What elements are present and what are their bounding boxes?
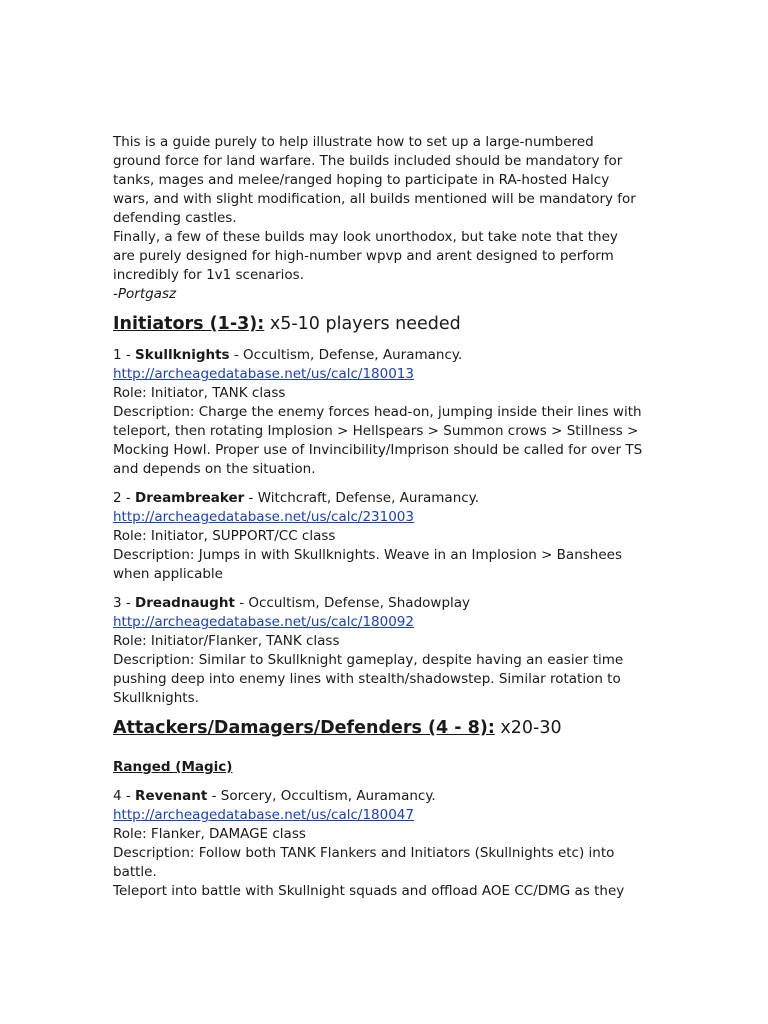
build-description-line: Description: Jumps in with Skullknights. Weave in an Implosion > Banshees (113, 547, 622, 563)
build-description-line: Teleport into battle with Skullnight squads and offload AOE CC/DMG as they (113, 883, 625, 899)
build-skills: - Witchcraft, Defense, Auramancy. (244, 490, 480, 506)
build-description-line: Description: Similar to Skullknight gameplay, despite having an easier time (113, 652, 624, 668)
build-role: Role: Initiator, SUPPORT/CC class (113, 528, 336, 544)
build-number: 4 - (113, 788, 136, 804)
subsection-heading-ranged-magic: Ranged (Magic) (113, 759, 233, 775)
build-number: 2 - (113, 490, 136, 506)
build-calc-link[interactable]: http://archeagedatabase.net/us/calc/231003 (113, 509, 414, 525)
intro-line: ground force for land warfare. The builds included should be mandatory for (113, 153, 623, 169)
build-description-line: Mocking Howl. Proper use of Invincibility/Imprison should be called for over TS (113, 442, 643, 458)
section-player-count: x5-10 players needed (264, 314, 461, 334)
section-heading-initiators (113, 312, 673, 336)
intro-line: defending castles. (113, 210, 237, 226)
build-number: 1 - (113, 347, 136, 363)
build-name: Dreadnaught (135, 595, 235, 611)
intro-line: Finally, a few of these builds may look unorthodox, but take note that they (113, 229, 618, 245)
intro-line: This is a guide purely to help illustrate how to set up a large-numbered (113, 134, 594, 150)
document-page (113, 133, 673, 901)
build-name: Skullknights (135, 347, 230, 363)
build-skills: - Sorcery, Occultism, Auramancy. (207, 788, 436, 804)
section-title: Initiators (1-3): (113, 314, 265, 334)
build-description-line: and depends on the situation. (113, 461, 316, 477)
build-skills: - Occultism, Defense, Shadowplay (234, 595, 471, 611)
build-name: Revenant (135, 788, 208, 804)
build-skills: - Occultism, Defense, Auramancy. (229, 347, 463, 363)
section-player-count: x20-30 (494, 718, 562, 738)
build-heading (113, 346, 673, 365)
build-description-line: Description: Charge the enemy forces head-on, jumping inside their lines with (113, 404, 642, 420)
intro-paragraph (113, 133, 673, 304)
build-number: 3 - (113, 595, 136, 611)
build-heading (113, 489, 673, 508)
build-description-line: when applicable (113, 566, 223, 582)
section-title: Attackers/Damagers/Defenders (4 - 8): (113, 718, 495, 738)
section-heading-attackers (113, 716, 673, 740)
build-description-line: Skullknights. (113, 690, 199, 706)
build-heading (113, 594, 673, 613)
build-role: Role: Flanker, DAMAGE class (113, 826, 306, 842)
build-description-line: battle. (113, 864, 157, 880)
intro-line: wars, and with slight modification, all builds mentioned will be mandatory for (113, 191, 636, 207)
build-role: Role: Initiator/Flanker, TANK class (113, 633, 340, 649)
build-heading (113, 787, 673, 806)
build-calc-link[interactable]: http://archeagedatabase.net/us/calc/180092 (113, 614, 414, 630)
author-signature: -Portgasz (113, 286, 177, 302)
build-calc-link[interactable]: http://archeagedatabase.net/us/calc/180047 (113, 807, 414, 823)
build-entry (113, 346, 673, 479)
build-entry (113, 787, 673, 901)
build-role: Role: Initiator, TANK class (113, 385, 286, 401)
build-entry (113, 594, 673, 708)
build-description-line: teleport, then rotating Implosion > Hellspears > Summon crows > Stillness > (113, 423, 639, 439)
build-calc-link[interactable]: http://archeagedatabase.net/us/calc/180013 (113, 366, 414, 382)
intro-line: tanks, mages and melee/ranged hoping to participate in RA-hosted Halcy (113, 172, 610, 188)
build-name: Dreambreaker (135, 490, 245, 506)
intro-line: incredibly for 1v1 scenarios. (113, 267, 304, 283)
build-description-line: Description: Follow both TANK Flankers and Initiators (Skullnights etc) into (113, 845, 615, 861)
intro-line: are purely designed for high-number wpvp and arent designed to perform (113, 248, 614, 264)
build-description-line: pushing deep into enemy lines with stealth/shadowstep. Similar rotation to (113, 671, 621, 687)
build-entry (113, 489, 673, 584)
